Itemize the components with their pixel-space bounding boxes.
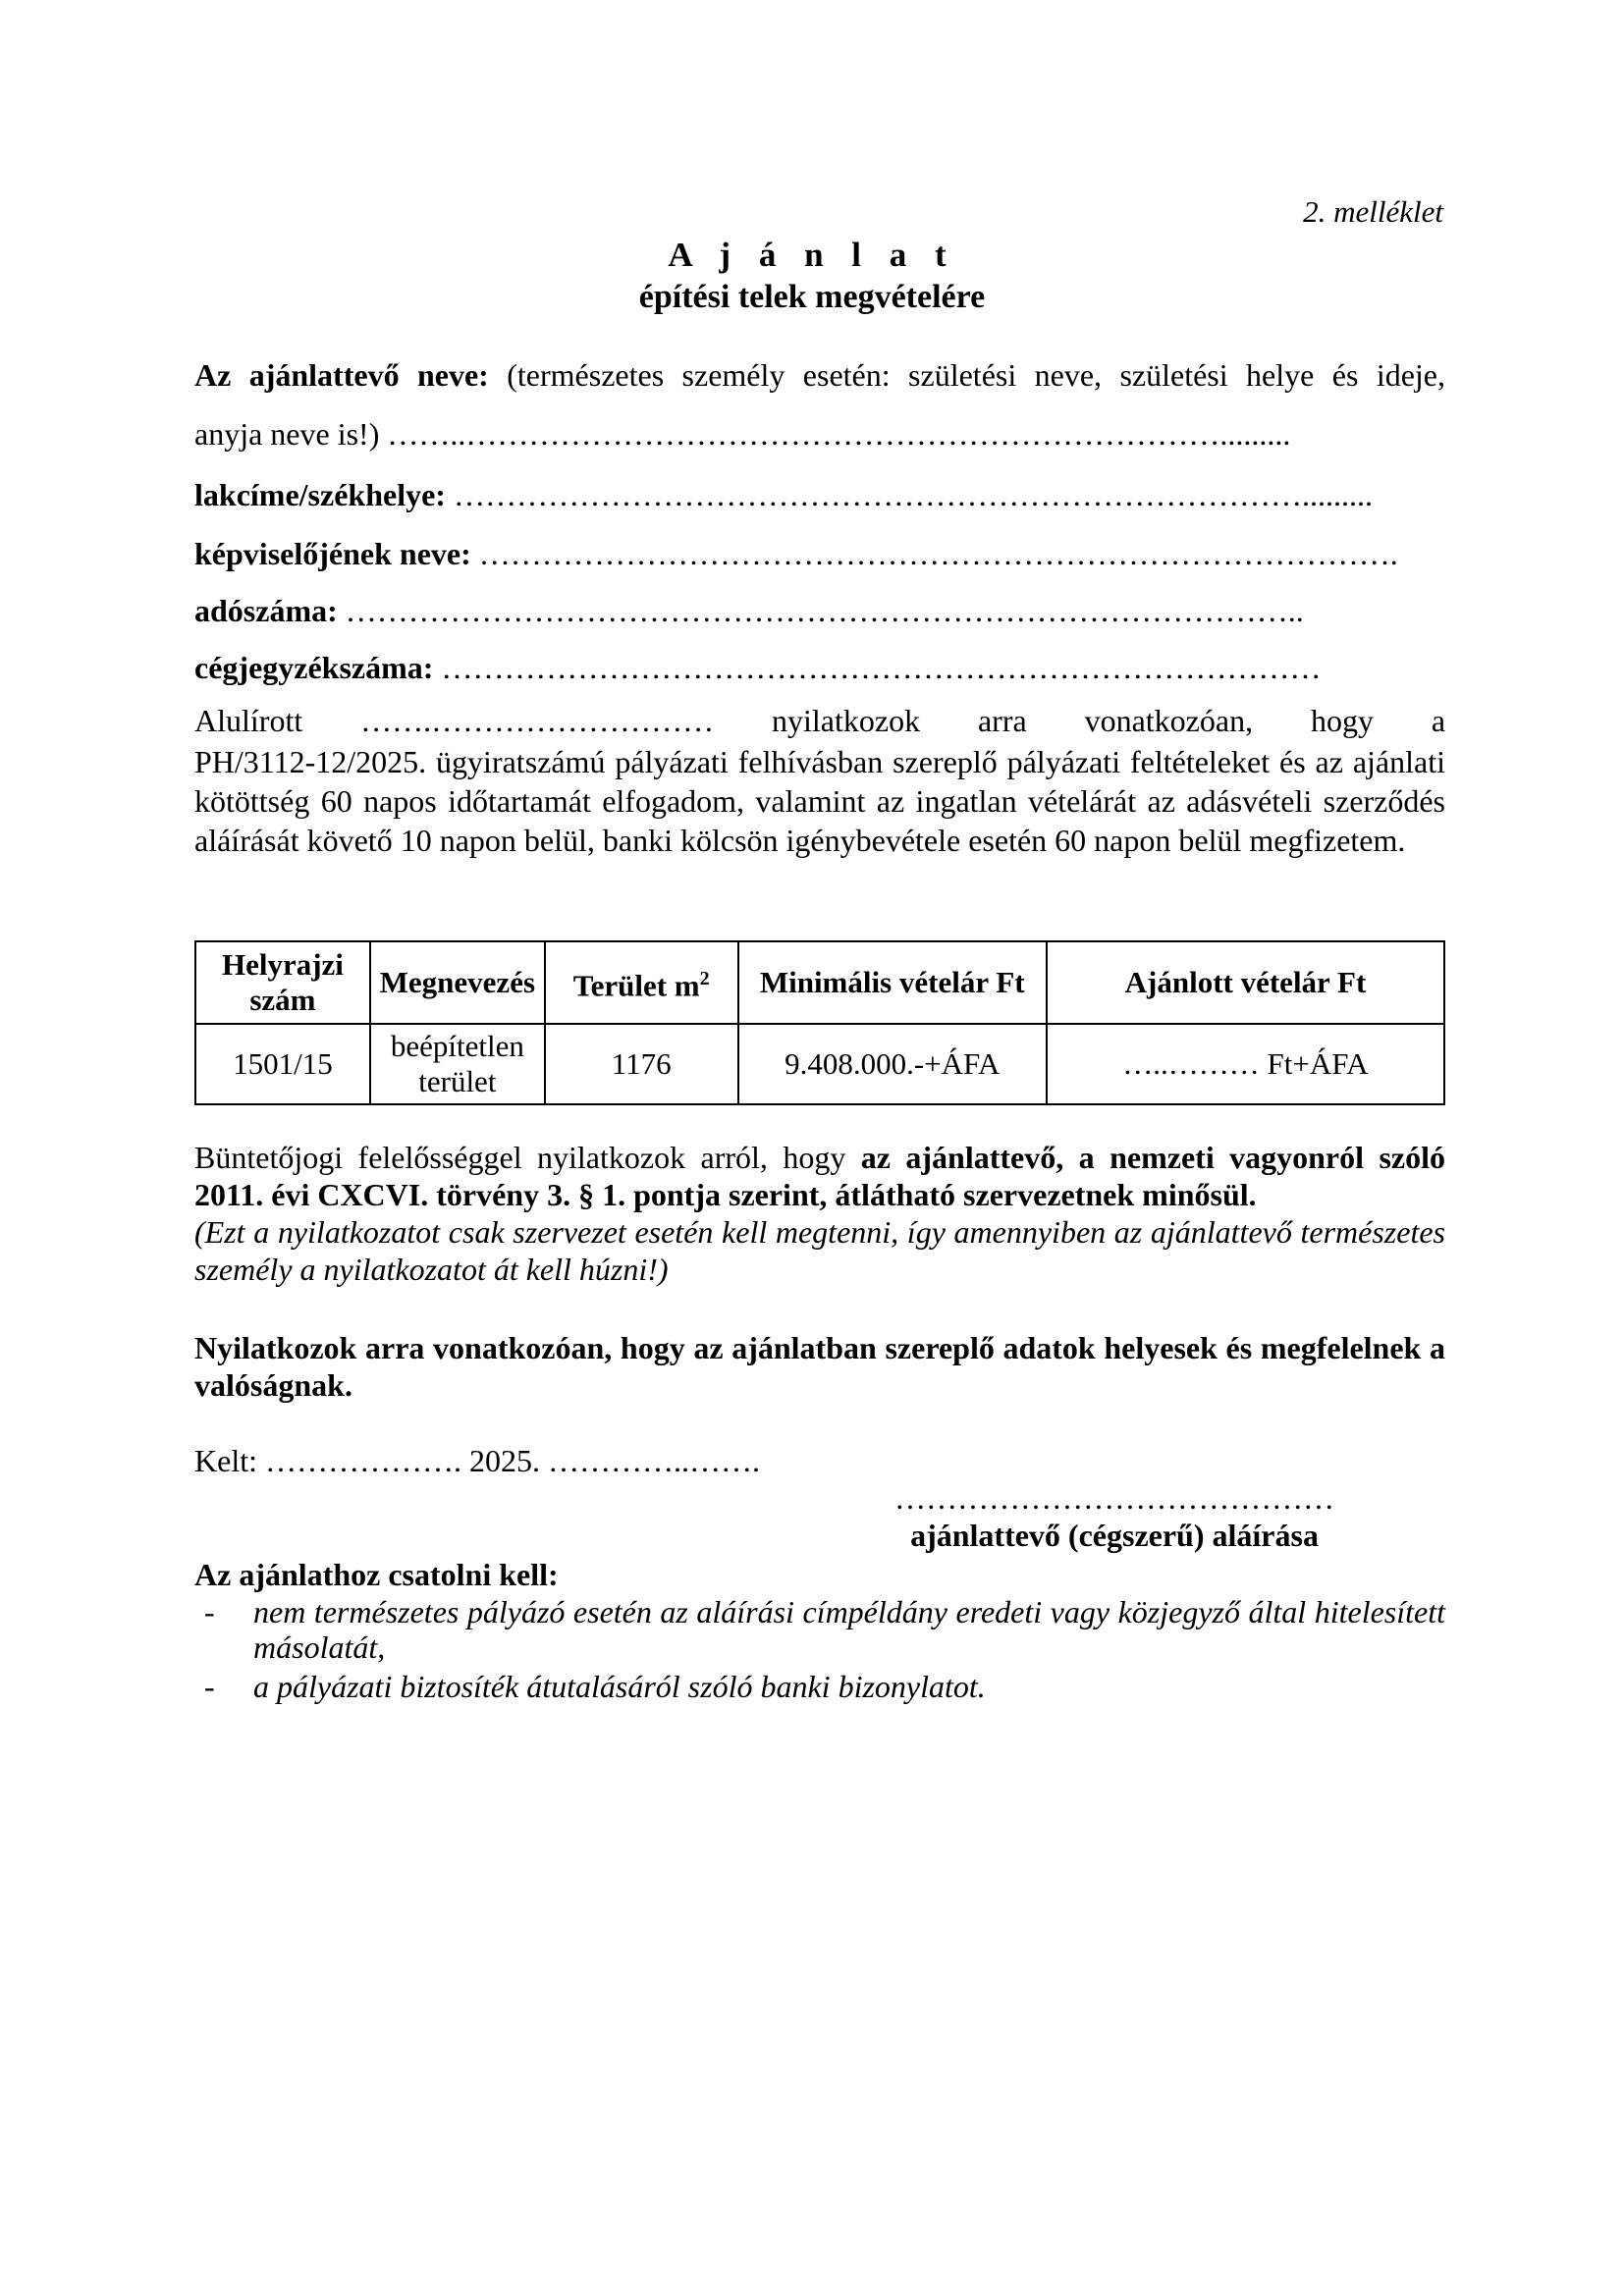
- transparency-statement-bold: az ajánlattevő, a nemzeti vagyonról szóló 2011. évi CXCVI. törvény 3. § 1. pontja szerint, átlátható szervezetnek minősül.: [194, 1140, 1446, 1212]
- table-row: [195, 1024, 1444, 1104]
- declaration-word: Alulírott: [194, 703, 303, 738]
- transparency-statement: [194, 1139, 1445, 1213]
- annex-label: 2. melléklet: [1303, 194, 1443, 229]
- tax-number-label: adószáma:: [194, 593, 338, 628]
- registration-number-dots: …………………………………………………………………………: [441, 650, 1322, 685]
- cell-lot-number: 1501/15: [195, 1024, 370, 1104]
- list-item: [194, 1594, 1445, 1669]
- declaration-word: hogy: [1310, 703, 1374, 738]
- address-dots: ……………………………………………………………………….........: [453, 477, 1373, 512]
- document-title: A j á n l a t: [668, 236, 956, 274]
- list-item: [194, 1669, 1445, 1708]
- declaration-word: vonatkozóan,: [1084, 703, 1254, 738]
- declaration-paragraph: PH/3112-12/2025. ügyiratszámú pályázati felhívásban szereplő pályázati feltételeket és az ajánlati kötöttség 60 napos időtartamát elfogadom, valamint az ingatlan vételárát az adásvételi szerződés aláírását követő 10 napon belül, banki kölcsön igénybevétele esetén 60 napon belül megfizetem.: [194, 744, 1445, 858]
- area-superscript: 2: [699, 968, 710, 990]
- representative-field-row: [194, 536, 1445, 572]
- cell-offered-price: …..……… Ft+ÁFA: [1047, 1024, 1444, 1104]
- list-bullet: -: [204, 1594, 215, 1629]
- representative-label: képviselőjének neve:: [194, 536, 471, 571]
- transparency-statement-plain: Büntetőjogi felelősséggel nyilatkozok arról, hogy: [194, 1140, 861, 1175]
- cell-designation: beépítetlen terület: [370, 1024, 545, 1104]
- registration-number-field-row: [194, 650, 1445, 686]
- address-field-row: [194, 477, 1445, 513]
- address-label: lakcíme/székhelye:: [194, 477, 446, 512]
- name-label: Az ajánlattevő neve:: [194, 357, 489, 393]
- list-bullet: -: [204, 1669, 215, 1704]
- declaration-dots: …….………………………: [360, 703, 715, 738]
- date-line: Kelt: ………………. 2025. …………..…….: [194, 1443, 760, 1478]
- registration-number-label: cégjegyzékszáma:: [194, 650, 434, 685]
- header-offered-price: Ajánlott vételár Ft: [1047, 941, 1444, 1024]
- name-note: (természetes személy esetén: születési neve, születési helye és ideje,: [507, 357, 1445, 393]
- tax-number-field-row: [194, 593, 1445, 629]
- name-dots: ……..……………………………………………………………….........: [387, 416, 1291, 452]
- representative-dots: …………………………………………………………………………….: [478, 536, 1398, 571]
- cell-area: 1176: [545, 1024, 738, 1104]
- attachment-item: nem természetes pályázó esetén az aláírási címpéldány eredeti vagy közjegyző által hitelesített másolatát,: [253, 1594, 1445, 1665]
- declaration-word: nyilatkozok: [772, 703, 921, 738]
- property-table: [194, 940, 1445, 1105]
- name-field-row: [194, 357, 1445, 394]
- attachment-item: a pályázati biztosíték átutalásáról szóló banki bizonylatot.: [253, 1669, 986, 1704]
- signature-line: ……………………………………: [894, 1480, 1334, 1516]
- declaration-first-line: [194, 703, 1445, 739]
- name-field-row-2: [194, 416, 1445, 453]
- name-note-2: anyja neve is!): [194, 416, 380, 452]
- declaration-word: a: [1431, 703, 1445, 738]
- header-designation: Megnevezés: [370, 941, 545, 1024]
- document-subtitle: építési telek megvételére: [638, 279, 986, 315]
- validity-statement: Nyilatkozok arra vonatkozóan, hogy az ajánlatban szereplő adatok helyesek és megfelelnek a valóságnak.: [194, 1330, 1445, 1403]
- signature-label: ajánlattevő (cégszerű) aláírása: [910, 1518, 1319, 1553]
- header-minimum-price: Minimális vételár Ft: [738, 941, 1047, 1024]
- header-area: Terület $m^2$: [545, 941, 738, 1024]
- attachments-title: Az ajánlathoz csatolni kell:: [194, 1557, 559, 1592]
- declaration-word: arra: [977, 703, 1027, 738]
- header-lot-number: Helyrajzi szám: [195, 941, 370, 1024]
- cell-minimum-price: 9.408.000.-+ÁFA: [738, 1024, 1047, 1104]
- transparency-note: (Ezt a nyilatkozatot csak szervezet esetén kell megtenni, így amennyiben az ajánlattevő természetes személy a nyilatkozatot át kell húzni!): [194, 1214, 1445, 1287]
- tax-number-dots: ………………………………………………………………………………..: [345, 593, 1304, 628]
- table-header-row: [195, 941, 1444, 1024]
